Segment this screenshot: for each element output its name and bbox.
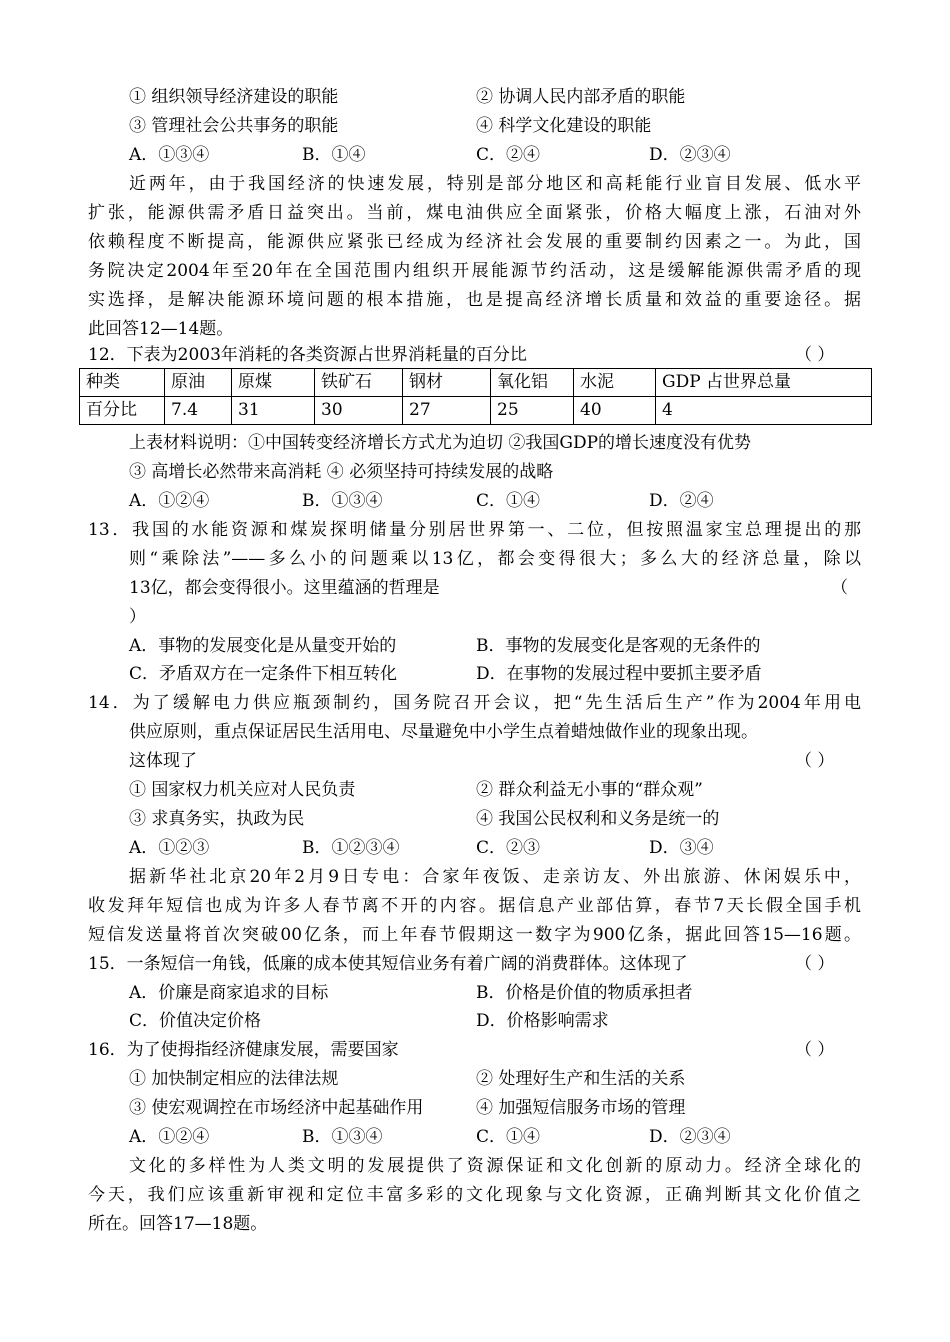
q12-choice-b: B．①③④ — [302, 491, 383, 511]
table-cell: 40 — [574, 397, 656, 425]
q15-choice-d: D．价格影响需求 — [476, 1011, 609, 1031]
table-header-cell: 原油 — [165, 369, 232, 397]
q13-line3: 13亿，都会变得很小。这里蕴涵的哲理是 — [129, 578, 440, 598]
q13-line2: 则“乘除法”——多么小的问题乘以13亿，都会变得很大；多么大的经济总量，除以 — [129, 549, 861, 569]
table-header-cell: 铁矿石 — [315, 369, 403, 397]
passage3-line1: 文化的多样性为人类文明的发展提供了资源保证和文化创新的原动力。经济全球化的 — [129, 1156, 861, 1176]
table-header-cell: 水泥 — [574, 369, 656, 397]
q14-answer-paren: （ ） — [795, 751, 835, 771]
resource-table — [79, 368, 872, 425]
table-header-cell: 氧化铝 — [491, 369, 574, 397]
table-cell: 百分比 — [80, 397, 165, 425]
table-cell: 7.4 — [165, 397, 232, 425]
passage1-line6: 此回答12—14题。 — [88, 319, 234, 339]
q11-choice-b: B．①④ — [302, 145, 366, 165]
passage2-line1: 据新华社北京20年2月9日专电：合家年夜饭、走亲访友、外出旅游、休闲娱乐中， — [129, 867, 861, 887]
q13-choice-a: A．事物的发展变化是从量变开始的 — [129, 636, 397, 656]
q11-choice-d: D．②③④ — [649, 145, 731, 165]
q12-description-2: ③ 高增长必然带来高消耗 ④ 必须坚持可持续发展的战略 — [129, 462, 554, 482]
table-cell: 30 — [315, 397, 403, 425]
q14-option-2: ② 群众利益无小事的“群众观” — [476, 780, 703, 800]
q12-stem: 12．下表为2003年消耗的各类资源占世界消耗量的百分比 — [88, 345, 527, 365]
q11-option-3: ③ 管理社会公共事务的职能 — [129, 116, 339, 136]
passage1-line2: 扩张，能源供需矛盾日益突出。当前，煤电油供应全面紧张，价格大幅度上涨，石油对外 — [88, 203, 861, 223]
table-header-cell: 种类 — [80, 369, 165, 397]
passage1-line3: 依赖程度不断提高，能源供应紧张已经成为经济社会发展的重要制约因素之一。为此，国 — [88, 232, 861, 252]
q13-choice-c: C．矛盾双方在一定条件下相互转化 — [129, 664, 398, 684]
q11-option-2: ② 协调人民内部矛盾的职能 — [476, 87, 686, 107]
q15-stem: 15．一条短信一角钱，低廉的成本使其短信业务有着广阔的消费群体。这体现了 — [88, 954, 688, 974]
q14-choice-c: C．②③ — [476, 838, 541, 858]
q16-option-3: ③ 使宏观调控在市场经济中起基础作用 — [129, 1098, 424, 1118]
q11-choice-a: A．①③④ — [129, 145, 210, 165]
passage1-line1: 近两年，由于我国经济的快速发展，特别是部分地区和高耗能行业盲目发展、低水平 — [129, 174, 861, 194]
q14-line1: 14．为了缓解电力供应瓶颈制约，国务院召开会议，把“先生活后生产”作为2004年用电 — [88, 693, 861, 713]
table-header-row — [80, 369, 872, 397]
q12-answer-paren: （ ） — [795, 345, 835, 365]
q16-choice-c: C．①④ — [476, 1127, 541, 1147]
q13-line1: 13．我国的水能资源和煤炭探明储量分别居世界第一、二位，但按照温家宝总理提出的那 — [88, 520, 861, 540]
q11-choice-c: C．②④ — [476, 145, 541, 165]
table-header-cell: 原煤 — [232, 369, 315, 397]
table-header-cell: 钢材 — [403, 369, 491, 397]
q16-choice-b: B．①③④ — [302, 1127, 383, 1147]
q16-option-1: ① 加快制定相应的法律法规 — [129, 1069, 339, 1089]
q13-paren-close: ） — [129, 607, 146, 627]
q11-option-1: ① 组织领导经济建设的职能 — [129, 87, 339, 107]
q14-choice-b: B．①②③④ — [302, 838, 400, 858]
q14-option-1: ① 国家权力机关应对人民负责 — [129, 780, 356, 800]
table-row — [80, 397, 872, 425]
q15-choice-c: C．价值决定价格 — [129, 1011, 262, 1031]
q15-choice-a: A．价廉是商家追求的目标 — [129, 983, 329, 1003]
q16-choice-a: A．①②④ — [129, 1127, 210, 1147]
q14-line3: 这体现了 — [129, 751, 197, 771]
q16-option-4: ④ 加强短信服务市场的管理 — [476, 1098, 686, 1118]
table-cell: 4 — [656, 397, 872, 425]
q14-line2: 供应原则，重点保证居民生活用电、尽量避免中小学生点着蜡烛做作业的现象出现。 — [129, 722, 758, 742]
passage3-line2: 今天，我们应该重新审视和定位丰富多彩的文化现象与文化资源，正确判断其文化价值之 — [88, 1185, 861, 1205]
table-cell: 27 — [403, 397, 491, 425]
q11-option-4: ④ 科学文化建设的职能 — [476, 116, 652, 136]
q13-choice-d: D．在事物的发展过程中要抓主要矛盾 — [476, 664, 762, 684]
q16-answer-paren: （ ） — [795, 1040, 835, 1060]
passage1-line5: 实选择，是解决能源环境问题的根本措施，也是提高经济增长质量和效益的重要途径。据 — [88, 290, 861, 310]
q12-choice-d: D．②④ — [649, 491, 714, 511]
q16-option-2: ② 处理好生产和生活的关系 — [476, 1069, 686, 1089]
passage2-line3: 短信发送量将首次突破00亿条，而上年春节假期这一数字为900亿条，据此回答15—16题。 — [88, 925, 861, 945]
q15-choice-b: B．价格是价值的物质承担者 — [476, 983, 693, 1003]
table-cell: 31 — [232, 397, 315, 425]
passage2-line2: 收发拜年短信也成为许多人春节离不开的内容。据信息产业部估算，春节7天长假全国手机 — [88, 896, 861, 916]
q16-stem: 16．为了使拇指经济健康发展，需要国家 — [88, 1040, 399, 1060]
q14-choice-a: A．①②③ — [129, 838, 210, 858]
q13-paren-open: （ — [831, 578, 848, 598]
q14-option-4: ④ 我国公民权利和义务是统一的 — [476, 809, 720, 829]
passage3-line3: 所在。回答17—18题。 — [88, 1214, 268, 1234]
q12-choice-c: C．①④ — [476, 491, 541, 511]
passage1-line4: 务院决定2004年至20年在全国范围内组织开展能源节约活动，这是缓解能源供需矛盾的现 — [88, 261, 861, 281]
table-header-cell: GDP 占世界总量 — [656, 369, 872, 397]
q14-choice-d: D．③④ — [649, 838, 714, 858]
q15-answer-paren: （ ） — [795, 954, 835, 974]
q12-description: 上表材料说明：①中国转变经济增长方式尤为迫切 ②我国GDP的增长速度没有优势 — [129, 433, 752, 453]
q16-choice-d: D．②③④ — [649, 1127, 731, 1147]
table-cell: 25 — [491, 397, 574, 425]
q13-choice-b: B．事物的发展变化是客观的无条件的 — [476, 636, 761, 656]
q14-option-3: ③ 求真务实，执政为民 — [129, 809, 305, 829]
q12-choice-a: A．①②④ — [129, 491, 210, 511]
